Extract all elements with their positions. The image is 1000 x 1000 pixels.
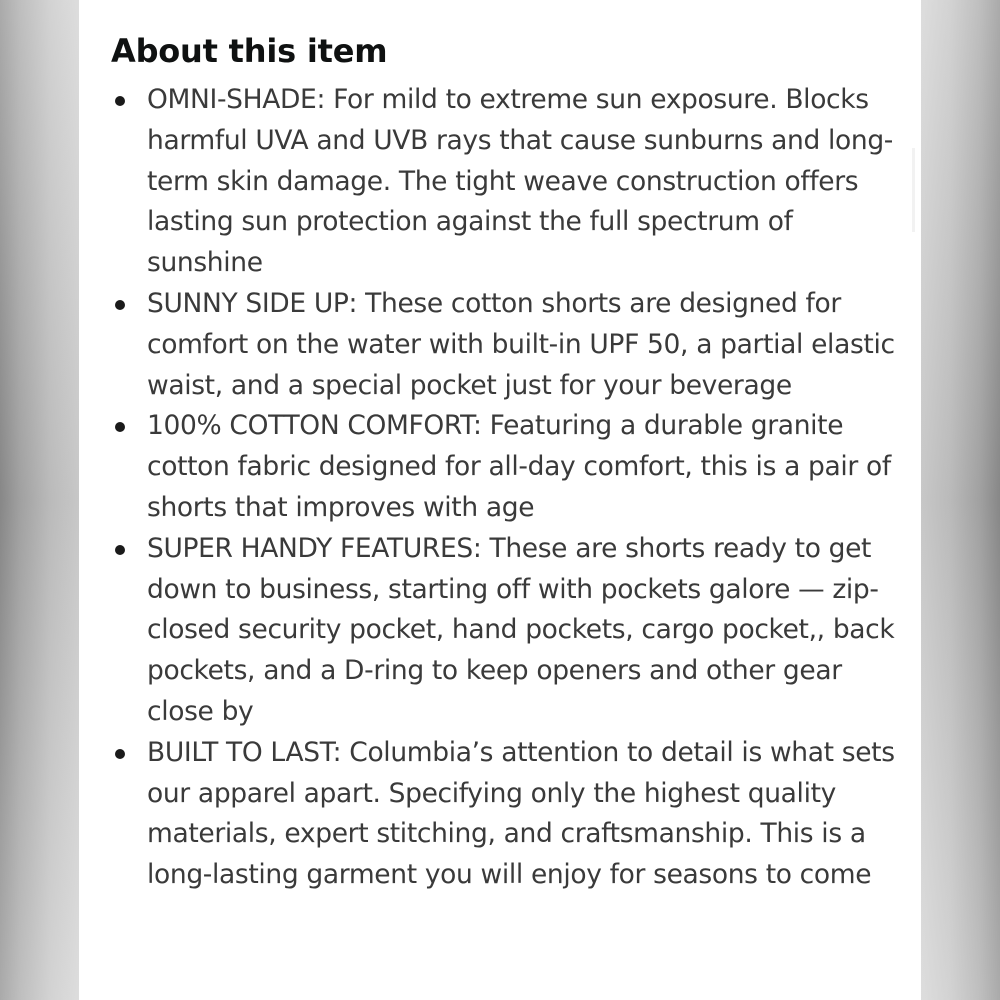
feature-bullet-sunny-side-up (111, 284, 897, 406)
feature-bullet-cotton-comfort (111, 406, 897, 528)
bullet-dot-icon (115, 96, 125, 106)
feature-bullet-text: 100% COTTON COMFORT: Featuring a durable granite cotton fabric designed for all-day comfort, this is a pair of shorts that improves with age (147, 410, 891, 523)
feature-bullet-text: SUNNY SIDE UP: These cotton shorts are designed for comfort on the water with built-in UPF 50, a partial elastic waist, and a special pocket just for your beverage (147, 287, 895, 401)
bullet-dot-icon (115, 749, 125, 759)
feature-bullet-list (111, 80, 897, 896)
feature-bullet-omni-shade (111, 80, 897, 284)
bullet-dot-icon (115, 422, 125, 432)
feature-bullet-text: OMNI-SHADE: For mild to extreme sun exposure. Blocks harmful UVA and UVB rays that cause sunburns and long-term skin damage. The tight weave construction offers lasting sun protection against the full spectrum of sunshine (147, 84, 894, 279)
feature-bullet-built-to-last (111, 733, 897, 896)
scrollbar-hint (912, 148, 915, 232)
section-title: About this item (111, 32, 388, 70)
about-this-item-panel (79, 0, 921, 1000)
backdrop-left (0, 0, 79, 1000)
bullet-dot-icon (115, 545, 125, 555)
backdrop-right (921, 0, 1000, 1000)
feature-bullet-text: SUPER HANDY FEATURES: These are shorts ready to get down to business, starting off with pockets galore — zip-closed security pocket, hand pockets, cargo pocket,, back pockets, and a D-ring to keep openers and other gear close by (147, 532, 895, 727)
feature-bullet-text: BUILT TO LAST: Columbia’s attention to detail is what sets our apparel apart. Specifying only the highest quality materials, expert stitching, and craftsmanship. This is a long-lasting garment you will enjoy for seasons to come (147, 736, 895, 891)
feature-bullet-handy-features (111, 529, 897, 733)
bullet-dot-icon (115, 300, 125, 310)
